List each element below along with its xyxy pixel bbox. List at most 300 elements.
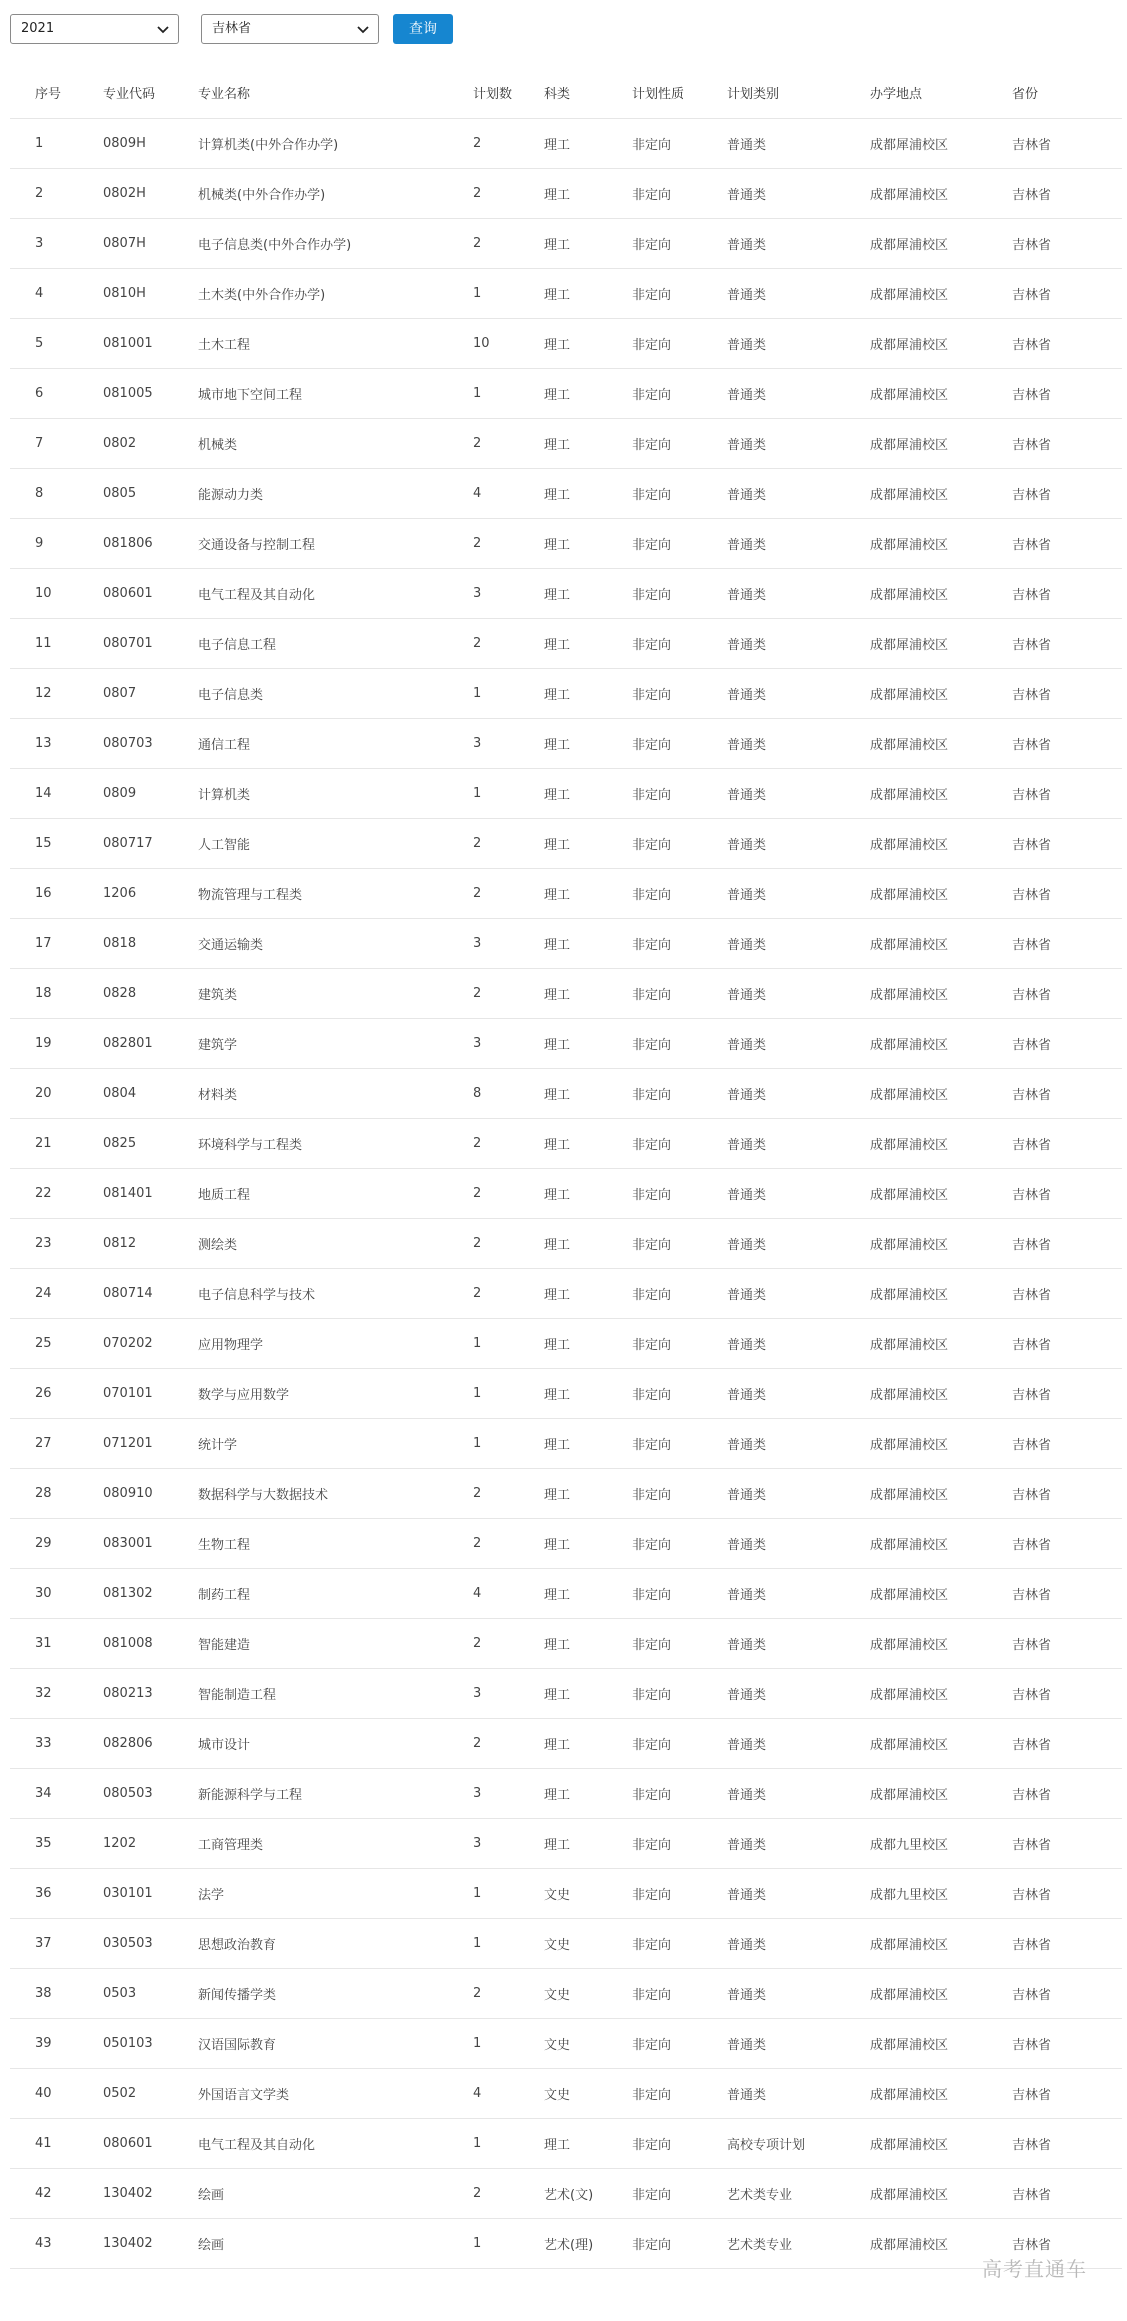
cell-plan-count: 3	[473, 1668, 544, 1718]
cell-major-code: 0807H	[103, 218, 198, 268]
cell-category: 理工	[544, 1368, 632, 1418]
cell-plan-count: 1	[473, 1868, 544, 1918]
cell-major-name: 统计学	[198, 1418, 473, 1468]
cell-index: 15	[10, 818, 103, 868]
cell-category: 理工	[544, 218, 632, 268]
cell-major-name: 能源动力类	[198, 468, 473, 518]
cell-plan-type: 普通类	[727, 2068, 870, 2118]
cell-campus: 成都犀浦校区	[870, 518, 1012, 568]
cell-index: 28	[10, 1468, 103, 1518]
cell-major-code: 071201	[103, 1418, 198, 1468]
table-row	[10, 368, 1122, 418]
cell-plan-nature: 非定向	[632, 618, 727, 668]
cell-major-code: 083001	[103, 1518, 198, 1568]
cell-plan-count: 3	[473, 1818, 544, 1868]
cell-plan-type: 普通类	[727, 718, 870, 768]
cell-index: 17	[10, 918, 103, 968]
cell-major-name: 材料类	[198, 1068, 473, 1118]
table-row	[10, 468, 1122, 518]
cell-major-code: 082806	[103, 1718, 198, 1768]
cell-major-name: 法学	[198, 1868, 473, 1918]
cell-plan-type: 普通类	[727, 468, 870, 518]
cell-major-name: 机械类	[198, 418, 473, 468]
table-row	[10, 1618, 1122, 1668]
cell-province: 吉林省	[1012, 1368, 1122, 1418]
cell-province: 吉林省	[1012, 1768, 1122, 1818]
cell-campus: 成都犀浦校区	[870, 168, 1012, 218]
cell-campus: 成都犀浦校区	[870, 1618, 1012, 1668]
cell-category: 理工	[544, 518, 632, 568]
table-row	[10, 1068, 1122, 1118]
header-category: 科类	[544, 68, 632, 118]
cell-plan-count: 8	[473, 1068, 544, 1118]
cell-plan-type: 普通类	[727, 418, 870, 468]
cell-campus: 成都犀浦校区	[870, 1918, 1012, 1968]
cell-plan-count: 2	[473, 2168, 544, 2218]
cell-plan-count: 1	[473, 2118, 544, 2168]
cell-plan-nature: 非定向	[632, 1918, 727, 1968]
cell-category: 理工	[544, 568, 632, 618]
cell-plan-count: 1	[473, 768, 544, 818]
province-select[interactable]	[201, 14, 379, 44]
table-row	[10, 618, 1122, 668]
table-row	[10, 768, 1122, 818]
cell-plan-count: 1	[473, 268, 544, 318]
cell-campus: 成都犀浦校区	[870, 1368, 1012, 1418]
cell-index: 30	[10, 1568, 103, 1618]
cell-category: 理工	[544, 1068, 632, 1118]
cell-campus: 成都犀浦校区	[870, 1318, 1012, 1368]
cell-major-code: 070101	[103, 1368, 198, 1418]
cell-major-name: 新闻传播学类	[198, 1968, 473, 2018]
cell-province: 吉林省	[1012, 618, 1122, 668]
table-row	[10, 968, 1122, 1018]
cell-major-code: 081005	[103, 368, 198, 418]
table-row	[10, 818, 1122, 868]
cell-index: 12	[10, 668, 103, 718]
table-row	[10, 1468, 1122, 1518]
cell-plan-type: 高校专项计划	[727, 2118, 870, 2168]
cell-category: 理工	[544, 118, 632, 168]
cell-plan-nature: 非定向	[632, 918, 727, 968]
cell-campus: 成都犀浦校区	[870, 1468, 1012, 1518]
table-row	[10, 1718, 1122, 1768]
cell-plan-count: 1	[473, 1318, 544, 1368]
cell-plan-count: 2	[473, 518, 544, 568]
cell-plan-count: 2	[473, 418, 544, 468]
cell-province: 吉林省	[1012, 1868, 1122, 1918]
cell-campus: 成都犀浦校区	[870, 618, 1012, 668]
table-row	[10, 2168, 1122, 2218]
cell-index: 37	[10, 1918, 103, 1968]
cell-campus: 成都九里校区	[870, 1868, 1012, 1918]
cell-plan-type: 普通类	[727, 1818, 870, 1868]
cell-campus: 成都犀浦校区	[870, 2168, 1012, 2218]
cell-plan-nature: 非定向	[632, 2168, 727, 2218]
cell-province: 吉林省	[1012, 1168, 1122, 1218]
cell-plan-nature: 非定向	[632, 1318, 727, 1368]
cell-plan-count: 2	[473, 218, 544, 268]
cell-major-code: 0809H	[103, 118, 198, 168]
table-row	[10, 2118, 1122, 2168]
cell-index: 33	[10, 1718, 103, 1768]
cell-plan-nature: 非定向	[632, 2068, 727, 2118]
cell-major-name: 交通设备与控制工程	[198, 518, 473, 568]
cell-index: 9	[10, 518, 103, 568]
cell-province: 吉林省	[1012, 518, 1122, 568]
cell-major-code: 082801	[103, 1018, 198, 1068]
cell-category: 理工	[544, 718, 632, 768]
cell-index: 36	[10, 1868, 103, 1918]
cell-index: 4	[10, 268, 103, 318]
cell-category: 艺术(理)	[544, 2218, 632, 2268]
chevron-down-icon	[157, 26, 169, 34]
cell-campus: 成都犀浦校区	[870, 318, 1012, 368]
cell-plan-count: 2	[473, 968, 544, 1018]
cell-plan-count: 2	[473, 1168, 544, 1218]
cell-province: 吉林省	[1012, 868, 1122, 918]
cell-major-name: 城市地下空间工程	[198, 368, 473, 418]
cell-index: 14	[10, 768, 103, 818]
cell-major-name: 计算机类(中外合作办学)	[198, 118, 473, 168]
cell-campus: 成都犀浦校区	[870, 868, 1012, 918]
cell-province: 吉林省	[1012, 1568, 1122, 1618]
cell-major-name: 思想政治教育	[198, 1918, 473, 1968]
cell-plan-count: 2	[473, 118, 544, 168]
cell-province: 吉林省	[1012, 168, 1122, 218]
cell-category: 理工	[544, 918, 632, 968]
table-row	[10, 168, 1122, 218]
cell-plan-nature: 非定向	[632, 1718, 727, 1768]
cell-plan-nature: 非定向	[632, 1568, 727, 1618]
cell-plan-count: 2	[473, 868, 544, 918]
cell-major-code: 080714	[103, 1268, 198, 1318]
cell-plan-type: 艺术类专业	[727, 2218, 870, 2268]
cell-plan-nature: 非定向	[632, 468, 727, 518]
cell-province: 吉林省	[1012, 1818, 1122, 1868]
cell-plan-nature: 非定向	[632, 1068, 727, 1118]
cell-category: 理工	[544, 468, 632, 518]
cell-plan-count: 4	[473, 1568, 544, 1618]
cell-plan-nature: 非定向	[632, 518, 727, 568]
header-province: 省份	[1012, 68, 1122, 118]
cell-category: 理工	[544, 968, 632, 1018]
cell-index: 23	[10, 1218, 103, 1268]
cell-category: 理工	[544, 1618, 632, 1668]
cell-campus: 成都犀浦校区	[870, 2068, 1012, 2118]
cell-plan-nature: 非定向	[632, 1868, 727, 1918]
cell-category: 理工	[544, 1768, 632, 1818]
cell-campus: 成都犀浦校区	[870, 1118, 1012, 1168]
cell-major-name: 交通运输类	[198, 918, 473, 968]
header-plan-type: 计划类别	[727, 68, 870, 118]
cell-plan-type: 普通类	[727, 818, 870, 868]
header-index: 序号	[10, 68, 103, 118]
cell-major-code: 080213	[103, 1668, 198, 1718]
cell-index: 43	[10, 2218, 103, 2268]
cell-index: 25	[10, 1318, 103, 1368]
cell-major-code: 0807	[103, 668, 198, 718]
cell-campus: 成都犀浦校区	[870, 468, 1012, 518]
cell-index: 6	[10, 368, 103, 418]
cell-index: 21	[10, 1118, 103, 1168]
cell-major-code: 1206	[103, 868, 198, 918]
cell-plan-count: 1	[473, 2018, 544, 2068]
cell-plan-type: 普通类	[727, 1118, 870, 1168]
table-row	[10, 2068, 1122, 2118]
table-row	[10, 668, 1122, 718]
cell-major-code: 0802H	[103, 168, 198, 218]
cell-plan-count: 1	[473, 1368, 544, 1418]
cell-plan-count: 2	[473, 1968, 544, 2018]
cell-plan-count: 10	[473, 318, 544, 368]
cell-plan-count: 2	[473, 1218, 544, 1268]
cell-major-name: 智能制造工程	[198, 1668, 473, 1718]
cell-plan-type: 普通类	[727, 1168, 870, 1218]
cell-index: 3	[10, 218, 103, 268]
cell-province: 吉林省	[1012, 1918, 1122, 1968]
cell-province: 吉林省	[1012, 1518, 1122, 1568]
cell-plan-type: 普通类	[727, 318, 870, 368]
cell-major-name: 工商管理类	[198, 1818, 473, 1868]
cell-category: 理工	[544, 418, 632, 468]
cell-province: 吉林省	[1012, 968, 1122, 1018]
cell-plan-type: 普通类	[727, 518, 870, 568]
cell-major-name: 绘画	[198, 2218, 473, 2268]
cell-province: 吉林省	[1012, 318, 1122, 368]
cell-plan-type: 普通类	[727, 1918, 870, 1968]
cell-plan-type: 普通类	[727, 668, 870, 718]
cell-major-code: 0805	[103, 468, 198, 518]
cell-major-code: 080717	[103, 818, 198, 868]
cell-province: 吉林省	[1012, 718, 1122, 768]
cell-major-code: 070202	[103, 1318, 198, 1368]
table-row	[10, 718, 1122, 768]
cell-plan-type: 普通类	[727, 618, 870, 668]
cell-category: 文史	[544, 1868, 632, 1918]
cell-campus: 成都犀浦校区	[870, 918, 1012, 968]
table-row	[10, 1318, 1122, 1368]
cell-major-code: 0812	[103, 1218, 198, 1268]
cell-plan-nature: 非定向	[632, 718, 727, 768]
table-row	[10, 1768, 1122, 1818]
table-row	[10, 318, 1122, 368]
cell-major-code: 0802	[103, 418, 198, 468]
table-row	[10, 2218, 1122, 2268]
cell-plan-type: 普通类	[727, 1368, 870, 1418]
table-row	[10, 1518, 1122, 1568]
cell-index: 8	[10, 468, 103, 518]
cell-major-name: 制药工程	[198, 1568, 473, 1618]
enrollment-plan-table	[10, 68, 1122, 2269]
cell-major-code: 080703	[103, 718, 198, 768]
cell-category: 理工	[544, 268, 632, 318]
cell-major-code: 0818	[103, 918, 198, 968]
cell-category: 理工	[544, 1268, 632, 1318]
cell-plan-type: 普通类	[727, 1618, 870, 1668]
cell-plan-count: 3	[473, 718, 544, 768]
cell-index: 11	[10, 618, 103, 668]
cell-plan-count: 1	[473, 668, 544, 718]
cell-campus: 成都犀浦校区	[870, 1968, 1012, 2018]
year-select-value: 2021	[21, 21, 55, 36]
cell-plan-nature: 非定向	[632, 2018, 727, 2068]
cell-plan-type: 普通类	[727, 1418, 870, 1468]
cell-category: 理工	[544, 1468, 632, 1518]
cell-plan-type: 普通类	[727, 368, 870, 418]
cell-index: 38	[10, 1968, 103, 2018]
cell-plan-type: 普通类	[727, 1768, 870, 1818]
cell-province: 吉林省	[1012, 2068, 1122, 2118]
cell-province: 吉林省	[1012, 118, 1122, 168]
cell-plan-type: 普通类	[727, 1268, 870, 1318]
header-plan-nature: 计划性质	[632, 68, 727, 118]
cell-province: 吉林省	[1012, 1618, 1122, 1668]
cell-plan-type: 普通类	[727, 1518, 870, 1568]
cell-plan-nature: 非定向	[632, 218, 727, 268]
cell-major-name: 数学与应用数学	[198, 1368, 473, 1418]
cell-plan-type: 普通类	[727, 2018, 870, 2068]
cell-category: 文史	[544, 1968, 632, 2018]
cell-campus: 成都犀浦校区	[870, 2018, 1012, 2068]
cell-campus: 成都九里校区	[870, 1818, 1012, 1868]
cell-plan-nature: 非定向	[632, 2218, 727, 2268]
cell-category: 理工	[544, 618, 632, 668]
cell-campus: 成都犀浦校区	[870, 1518, 1012, 1568]
cell-campus: 成都犀浦校区	[870, 1168, 1012, 1218]
cell-campus: 成都犀浦校区	[870, 1068, 1012, 1118]
cell-plan-count: 4	[473, 2068, 544, 2118]
cell-province: 吉林省	[1012, 2168, 1122, 2218]
cell-campus: 成都犀浦校区	[870, 118, 1012, 168]
cell-category: 理工	[544, 2118, 632, 2168]
cell-major-code: 081401	[103, 1168, 198, 1218]
cell-major-name: 生物工程	[198, 1518, 473, 1568]
table-row	[10, 518, 1122, 568]
cell-index: 13	[10, 718, 103, 768]
cell-plan-count: 2	[473, 618, 544, 668]
cell-major-name: 电子信息类	[198, 668, 473, 718]
cell-index: 39	[10, 2018, 103, 2068]
cell-campus: 成都犀浦校区	[870, 718, 1012, 768]
cell-plan-count: 2	[473, 168, 544, 218]
cell-category: 文史	[544, 2068, 632, 2118]
table-row	[10, 1118, 1122, 1168]
cell-plan-nature: 非定向	[632, 1118, 727, 1168]
cell-campus: 成都犀浦校区	[870, 968, 1012, 1018]
cell-major-code: 0825	[103, 1118, 198, 1168]
cell-campus: 成都犀浦校区	[870, 1268, 1012, 1318]
cell-plan-nature: 非定向	[632, 1968, 727, 2018]
cell-category: 理工	[544, 318, 632, 368]
cell-province: 吉林省	[1012, 418, 1122, 468]
cell-plan-nature: 非定向	[632, 1468, 727, 1518]
header-major-code: 专业代码	[103, 68, 198, 118]
cell-index: 40	[10, 2068, 103, 2118]
cell-category: 文史	[544, 2018, 632, 2068]
cell-province: 吉林省	[1012, 1118, 1122, 1168]
cell-campus: 成都犀浦校区	[870, 768, 1012, 818]
cell-province: 吉林省	[1012, 1718, 1122, 1768]
province-select-value: 吉林省	[212, 21, 252, 36]
cell-major-name: 计算机类	[198, 768, 473, 818]
cell-index: 26	[10, 1368, 103, 1418]
cell-plan-count: 3	[473, 1768, 544, 1818]
cell-index: 16	[10, 868, 103, 918]
cell-plan-count: 3	[473, 1018, 544, 1068]
table-row	[10, 118, 1122, 168]
cell-index: 22	[10, 1168, 103, 1218]
cell-category: 理工	[544, 1218, 632, 1268]
cell-index: 41	[10, 2118, 103, 2168]
cell-major-name: 环境科学与工程类	[198, 1118, 473, 1168]
cell-major-code: 081806	[103, 518, 198, 568]
year-select[interactable]	[10, 14, 179, 44]
cell-plan-type: 普通类	[727, 868, 870, 918]
table-row	[10, 1968, 1122, 2018]
cell-major-name: 建筑类	[198, 968, 473, 1018]
cell-index: 35	[10, 1818, 103, 1868]
cell-category: 理工	[544, 1318, 632, 1368]
cell-province: 吉林省	[1012, 2018, 1122, 2068]
cell-province: 吉林省	[1012, 568, 1122, 618]
table-body	[10, 118, 1122, 2268]
cell-province: 吉林省	[1012, 1668, 1122, 1718]
table-row	[10, 1268, 1122, 1318]
cell-major-name: 人工智能	[198, 818, 473, 868]
cell-province: 吉林省	[1012, 1318, 1122, 1368]
cell-plan-count: 2	[473, 1518, 544, 1568]
cell-province: 吉林省	[1012, 818, 1122, 868]
table-row	[10, 1868, 1122, 1918]
cell-campus: 成都犀浦校区	[870, 268, 1012, 318]
cell-plan-nature: 非定向	[632, 268, 727, 318]
cell-major-name: 电子信息类(中外合作办学)	[198, 218, 473, 268]
cell-plan-type: 普通类	[727, 118, 870, 168]
cell-major-code: 080503	[103, 1768, 198, 1818]
cell-plan-nature: 非定向	[632, 1368, 727, 1418]
query-button[interactable]: 查询	[393, 14, 453, 44]
cell-category: 理工	[544, 1118, 632, 1168]
cell-plan-type: 普通类	[727, 168, 870, 218]
cell-plan-type: 普通类	[727, 1568, 870, 1618]
cell-category: 理工	[544, 668, 632, 718]
cell-index: 7	[10, 418, 103, 468]
cell-major-code: 1202	[103, 1818, 198, 1868]
cell-major-code: 080701	[103, 618, 198, 668]
cell-category: 理工	[544, 368, 632, 418]
cell-plan-type: 普通类	[727, 1318, 870, 1368]
cell-major-code: 030503	[103, 1918, 198, 1968]
cell-major-code: 081001	[103, 318, 198, 368]
table-row	[10, 1368, 1122, 1418]
cell-campus: 成都犀浦校区	[870, 1218, 1012, 1268]
cell-category: 理工	[544, 1818, 632, 1868]
cell-major-name: 土木工程	[198, 318, 473, 368]
cell-major-name: 通信工程	[198, 718, 473, 768]
cell-plan-type: 普通类	[727, 1018, 870, 1068]
cell-index: 42	[10, 2168, 103, 2218]
table-row	[10, 2018, 1122, 2068]
cell-province: 吉林省	[1012, 918, 1122, 968]
table-row	[10, 568, 1122, 618]
cell-campus: 成都犀浦校区	[870, 1568, 1012, 1618]
cell-major-code: 0502	[103, 2068, 198, 2118]
cell-index: 19	[10, 1018, 103, 1068]
cell-major-name: 城市设计	[198, 1718, 473, 1768]
cell-major-name: 智能建造	[198, 1618, 473, 1668]
cell-major-code: 130402	[103, 2168, 198, 2218]
